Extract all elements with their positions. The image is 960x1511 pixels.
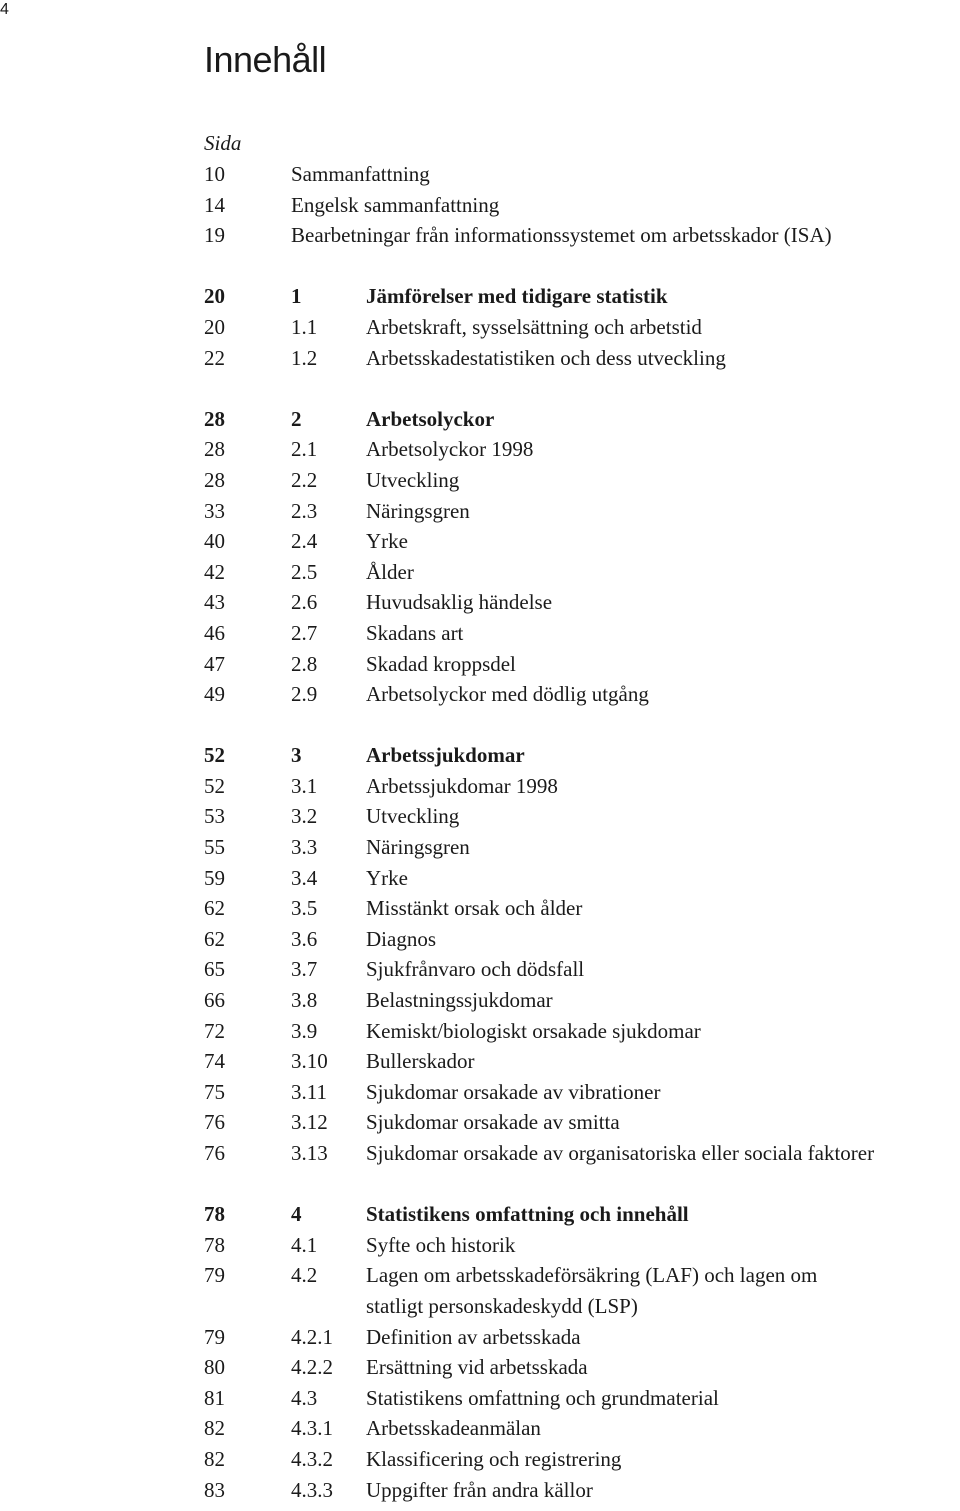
toc-section-title: Arbetsolyckor med dödlig utgång [366, 682, 649, 707]
toc-section-number: 3.1 [291, 773, 318, 798]
toc-section-title: Näringsgren [366, 498, 470, 523]
toc-entry [204, 159, 960, 190]
toc-page-number: 76 [204, 1110, 225, 1135]
toc-entry [204, 190, 960, 221]
toc-section-title: Bullerskador [366, 1049, 475, 1074]
toc-section-title: Näringsgren [366, 835, 470, 860]
toc-entry [204, 1352, 960, 1383]
toc-section-title: Arbetssjukdomar [366, 743, 525, 768]
toc-page-number: 19 [204, 223, 225, 248]
toc-section-title: Utveckling [366, 467, 460, 492]
toc-section-title: Lagen om arbetsskadeförsäkring (LAF) och lagen om [366, 1263, 818, 1288]
toc-entry [204, 526, 960, 557]
toc-section-title: Yrke [366, 529, 408, 554]
toc-page-number: 76 [204, 1141, 225, 1165]
toc-section-number: 2.1 [291, 437, 318, 462]
toc-section-number: 2.6 [291, 590, 318, 615]
toc-page-number: 74 [204, 1049, 225, 1074]
toc-section-number: 2.5 [291, 559, 318, 584]
toc-section-title: Jämförelser med tidigare statistik [366, 284, 668, 309]
toc-section-title: Arbetsolyckor [366, 406, 495, 431]
toc-entry [204, 465, 960, 496]
toc-section-title: Arbetssjukdomar 1998 [366, 773, 558, 798]
toc-section-title: Ersättning vid arbetsskada [366, 1355, 588, 1380]
toc-page-number: 22 [204, 345, 225, 370]
toc-section-number: 3.8 [291, 988, 318, 1013]
toc-section-number: 4.2 [291, 1263, 318, 1288]
toc-section-number: 1.2 [291, 345, 318, 370]
toc-page-number: 53 [204, 804, 225, 829]
page-title: Innehåll [204, 39, 327, 80]
toc-page-number: 20 [204, 284, 225, 309]
toc-entry [204, 434, 960, 465]
toc-section-number: 4 [291, 1202, 302, 1227]
toc-section-number: 4.3.1 [291, 1416, 333, 1441]
toc-section-number: 1.1 [291, 314, 318, 339]
toc-section-title: Uppgifter från andra källor [366, 1477, 593, 1502]
toc-section-number: 4.3 [291, 1385, 318, 1410]
toc-page-number: 33 [204, 498, 225, 523]
toc-entry [204, 1107, 960, 1138]
toc-page-number: 62 [204, 896, 225, 921]
toc-entry [204, 649, 960, 680]
toc-page-number: 14 [204, 192, 225, 217]
toc-section-title: Definition av arbetsskada [366, 1324, 581, 1349]
toc-section-number: 3.7 [291, 957, 318, 982]
toc-entry [204, 618, 960, 649]
toc-section-title: Skadad kroppsdel [366, 651, 516, 676]
page-number: 4 [0, 1, 9, 18]
toc-page-number: 46 [204, 620, 225, 645]
toc-entry [204, 1413, 960, 1444]
toc-section-number: 2 [291, 406, 302, 431]
toc-page-number: 75 [204, 1079, 225, 1104]
toc-section-title: Sjukdomar orsakade av vibrationer [366, 1079, 661, 1104]
page-column-label: Sida [204, 131, 242, 155]
toc-page-number: 80 [204, 1355, 225, 1380]
toc-section-title: Sjukdomar orsakade av organisatoriska eller sociala faktorer [366, 1141, 875, 1165]
toc-page-number: 55 [204, 835, 225, 860]
toc-section-title: Syfte och historik [366, 1232, 516, 1257]
toc-page-number: 82 [204, 1416, 225, 1441]
toc-section-title: Huvudsaklig händelse [366, 590, 553, 615]
toc-section-number: 3 [291, 743, 302, 768]
toc-page-number: 79 [204, 1324, 225, 1349]
toc-entry [204, 1138, 960, 1169]
toc-section-number: 3.6 [291, 926, 318, 951]
toc-section-number: 3.5 [291, 896, 318, 921]
toc-section-number: 4.3.2 [291, 1446, 333, 1471]
toc-page-number: 82 [204, 1446, 225, 1471]
toc-entry [204, 312, 960, 343]
toc-section-number: 2.7 [291, 620, 318, 645]
toc-section-number: 2.9 [291, 682, 318, 707]
toc-page-number: 47 [204, 651, 225, 676]
toc-entry [204, 343, 960, 374]
toc-section-number: 4.3.3 [291, 1477, 333, 1502]
toc-entry [204, 863, 960, 894]
toc-page-number: 83 [204, 1477, 225, 1502]
toc-section-title: Misstänkt orsak och ålder [366, 896, 583, 921]
toc-entry [204, 771, 960, 802]
toc-section-number: 3.2 [291, 804, 318, 829]
toc-section-number: 1 [291, 284, 302, 309]
toc-section-title: Arbetsolyckor 1998 [366, 437, 534, 462]
toc-entry [204, 1046, 960, 1077]
toc-section-title: Klassificering och registrering [366, 1446, 622, 1471]
toc-page-number: 59 [204, 865, 225, 890]
toc-page-number: 28 [204, 406, 225, 431]
toc-entry [204, 1199, 960, 1230]
toc-entry [204, 985, 960, 1016]
toc-section-title: Kemiskt/biologiskt orsakade sjukdomar [366, 1018, 701, 1043]
toc-page-number: 40 [204, 529, 225, 554]
toc-entry [204, 1260, 960, 1291]
toc-section-title: Sammanfattning [291, 162, 430, 186]
toc-section-title-continuation: statligt personskadeskydd (LSP) [366, 1293, 638, 1318]
toc-section-title: Statistikens omfattning och innehåll [366, 1202, 689, 1227]
toc-entry-continuation [204, 1291, 960, 1322]
toc-section-title: Skadans art [366, 620, 464, 645]
toc-section-title: Yrke [366, 865, 408, 890]
toc-section-number: 3.12 [291, 1110, 328, 1135]
toc-entry [204, 1383, 960, 1414]
toc-entry [204, 893, 960, 924]
table-of-contents [204, 159, 960, 1505]
toc-entry [204, 557, 960, 588]
toc-section-title: Diagnos [366, 926, 436, 951]
toc-section-number: 3.13 [291, 1141, 328, 1165]
toc-page-number: 49 [204, 682, 225, 707]
toc-page-number: 52 [204, 773, 225, 798]
toc-page-number: 62 [204, 926, 225, 951]
toc-section-number: 4.2.1 [291, 1324, 333, 1349]
toc-section-title: Utveckling [366, 804, 460, 829]
toc-entry [204, 281, 960, 312]
toc-page-number: 65 [204, 957, 225, 982]
toc-section-number: 3.10 [291, 1049, 328, 1074]
toc-entry [204, 1322, 960, 1353]
toc-entry [204, 801, 960, 832]
toc-entry [204, 1475, 960, 1506]
toc-page-number: 66 [204, 988, 225, 1013]
toc-page-number: 10 [204, 162, 225, 186]
toc-page-number: 20 [204, 314, 225, 339]
toc-section-number: 3.11 [291, 1079, 327, 1104]
toc-section-number: 3.4 [291, 865, 318, 890]
toc-page-number: 78 [204, 1202, 225, 1227]
toc-section-number: 2.3 [291, 498, 318, 523]
toc-section-title: Engelsk sammanfattning [291, 192, 500, 217]
toc-entry [204, 1016, 960, 1047]
toc-section-title: Arbetskraft, sysselsättning och arbetstid [366, 314, 702, 339]
toc-page-number: 28 [204, 437, 225, 462]
toc-entry [204, 587, 960, 618]
toc-section-title: Arbetsskadestatistiken och dess utveckling [366, 345, 726, 370]
toc-entry [204, 1444, 960, 1475]
toc-section-title: Sjukdomar orsakade av smitta [366, 1110, 620, 1135]
toc-page-number: 78 [204, 1232, 225, 1257]
toc-section-title: Bearbetningar från informationssystemet om arbetsskador (ISA) [291, 223, 832, 248]
toc-page-number: 81 [204, 1385, 225, 1410]
toc-page-number: 72 [204, 1018, 225, 1043]
toc-entry [204, 1077, 960, 1108]
toc-section-number: 2.4 [291, 529, 318, 554]
toc-page-number: 43 [204, 590, 225, 615]
toc-section-number: 4.1 [291, 1232, 318, 1257]
toc-section-number: 2.8 [291, 651, 318, 676]
toc-section-title: Sjukfrånvaro och dödsfall [366, 957, 585, 982]
toc-section-title: Belastningssjukdomar [366, 988, 553, 1013]
toc-section-number: 3.9 [291, 1018, 318, 1043]
toc-page-number: 42 [204, 559, 225, 584]
toc-entry [204, 679, 960, 710]
toc-entry [204, 404, 960, 435]
toc-entry [204, 1230, 960, 1261]
toc-section-number: 2.2 [291, 467, 318, 492]
toc-page-number: 79 [204, 1263, 225, 1288]
toc-entry [204, 954, 960, 985]
toc-section-title: Ålder [366, 559, 414, 584]
toc-page-number: 52 [204, 743, 225, 768]
toc-section-title: Arbetsskadeanmälan [366, 1416, 541, 1441]
toc-section-title: Statistikens omfattning och grundmaterial [366, 1385, 719, 1410]
toc-page-number: 28 [204, 467, 225, 492]
toc-section-number: 3.3 [291, 835, 318, 860]
toc-entry [204, 832, 960, 863]
toc-entry [204, 496, 960, 527]
toc-section-number: 4.2.2 [291, 1355, 333, 1380]
toc-entry [204, 740, 960, 771]
toc-entry [204, 220, 960, 251]
toc-entry [204, 924, 960, 955]
